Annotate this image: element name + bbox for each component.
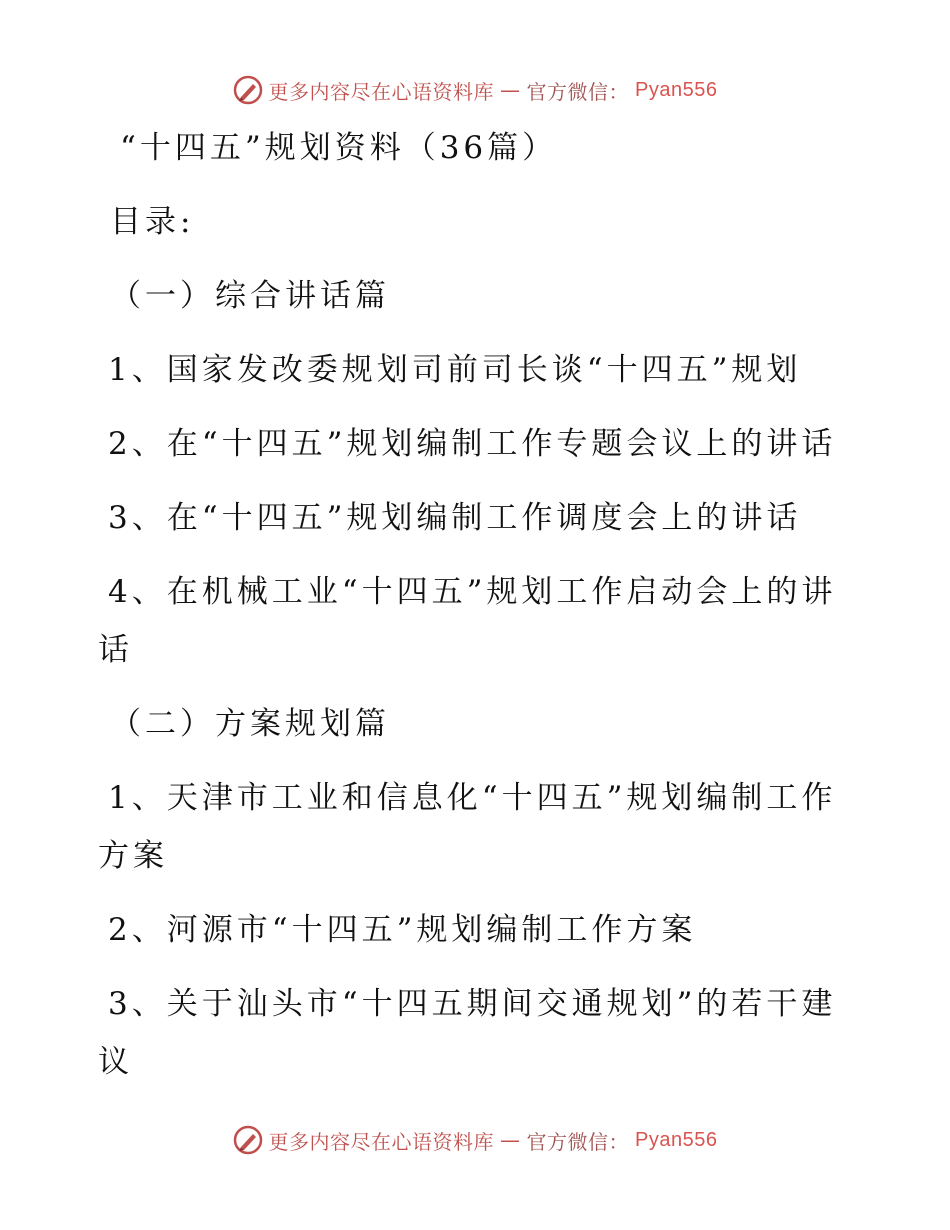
toc-item: 1、天津市工业和信息化“十四五”规划编制工作 bbox=[108, 780, 837, 816]
watermark-label: 官方微信： bbox=[526, 79, 630, 104]
toc-item: 2、在“十四五”规划编制工作专题会议上的讲话 bbox=[108, 426, 837, 462]
toc-item: 4、在机械工业“十四五”规划工作启动会上的讲 bbox=[108, 574, 837, 610]
pen-logo-icon bbox=[233, 75, 263, 105]
watermark-account: Pyan556 bbox=[635, 1128, 718, 1151]
toc-item-continued: 议 bbox=[98, 1044, 133, 1080]
section-heading-1: （一）综合讲话篇 bbox=[110, 278, 390, 314]
watermark-site-text: 更多内容尽在心语资料库 bbox=[268, 79, 495, 104]
watermark-account: Pyan556 bbox=[635, 78, 718, 101]
toc-item: 3、关于汕头市“十四五期间交通规划”的若干建 bbox=[108, 986, 837, 1022]
toc-item: 2、河源市“十四五”规划编制工作方案 bbox=[108, 912, 697, 948]
toc-item: 1、国家发改委规划司前司长谈“十四五”规划 bbox=[108, 352, 802, 388]
watermark-separator: — bbox=[500, 1128, 521, 1152]
watermark-site-text: 更多内容尽在心语资料库 bbox=[268, 1129, 495, 1154]
watermark-label: 官方微信： bbox=[526, 1129, 630, 1154]
toc-item-continued: 方案 bbox=[98, 838, 168, 874]
watermark-header bbox=[0, 72, 950, 108]
section-heading-2: （二）方案规划篇 bbox=[110, 706, 390, 742]
toc-heading: 目录: bbox=[110, 204, 195, 240]
watermark-separator: — bbox=[500, 78, 521, 102]
document-title: “十四五”规划资料（36篇） bbox=[120, 130, 558, 166]
toc-item: 3、在“十四五”规划编制工作调度会上的讲话 bbox=[108, 500, 802, 536]
watermark-footer bbox=[0, 1122, 950, 1158]
toc-item-continued: 话 bbox=[98, 632, 133, 668]
pen-logo-icon bbox=[233, 1125, 263, 1155]
